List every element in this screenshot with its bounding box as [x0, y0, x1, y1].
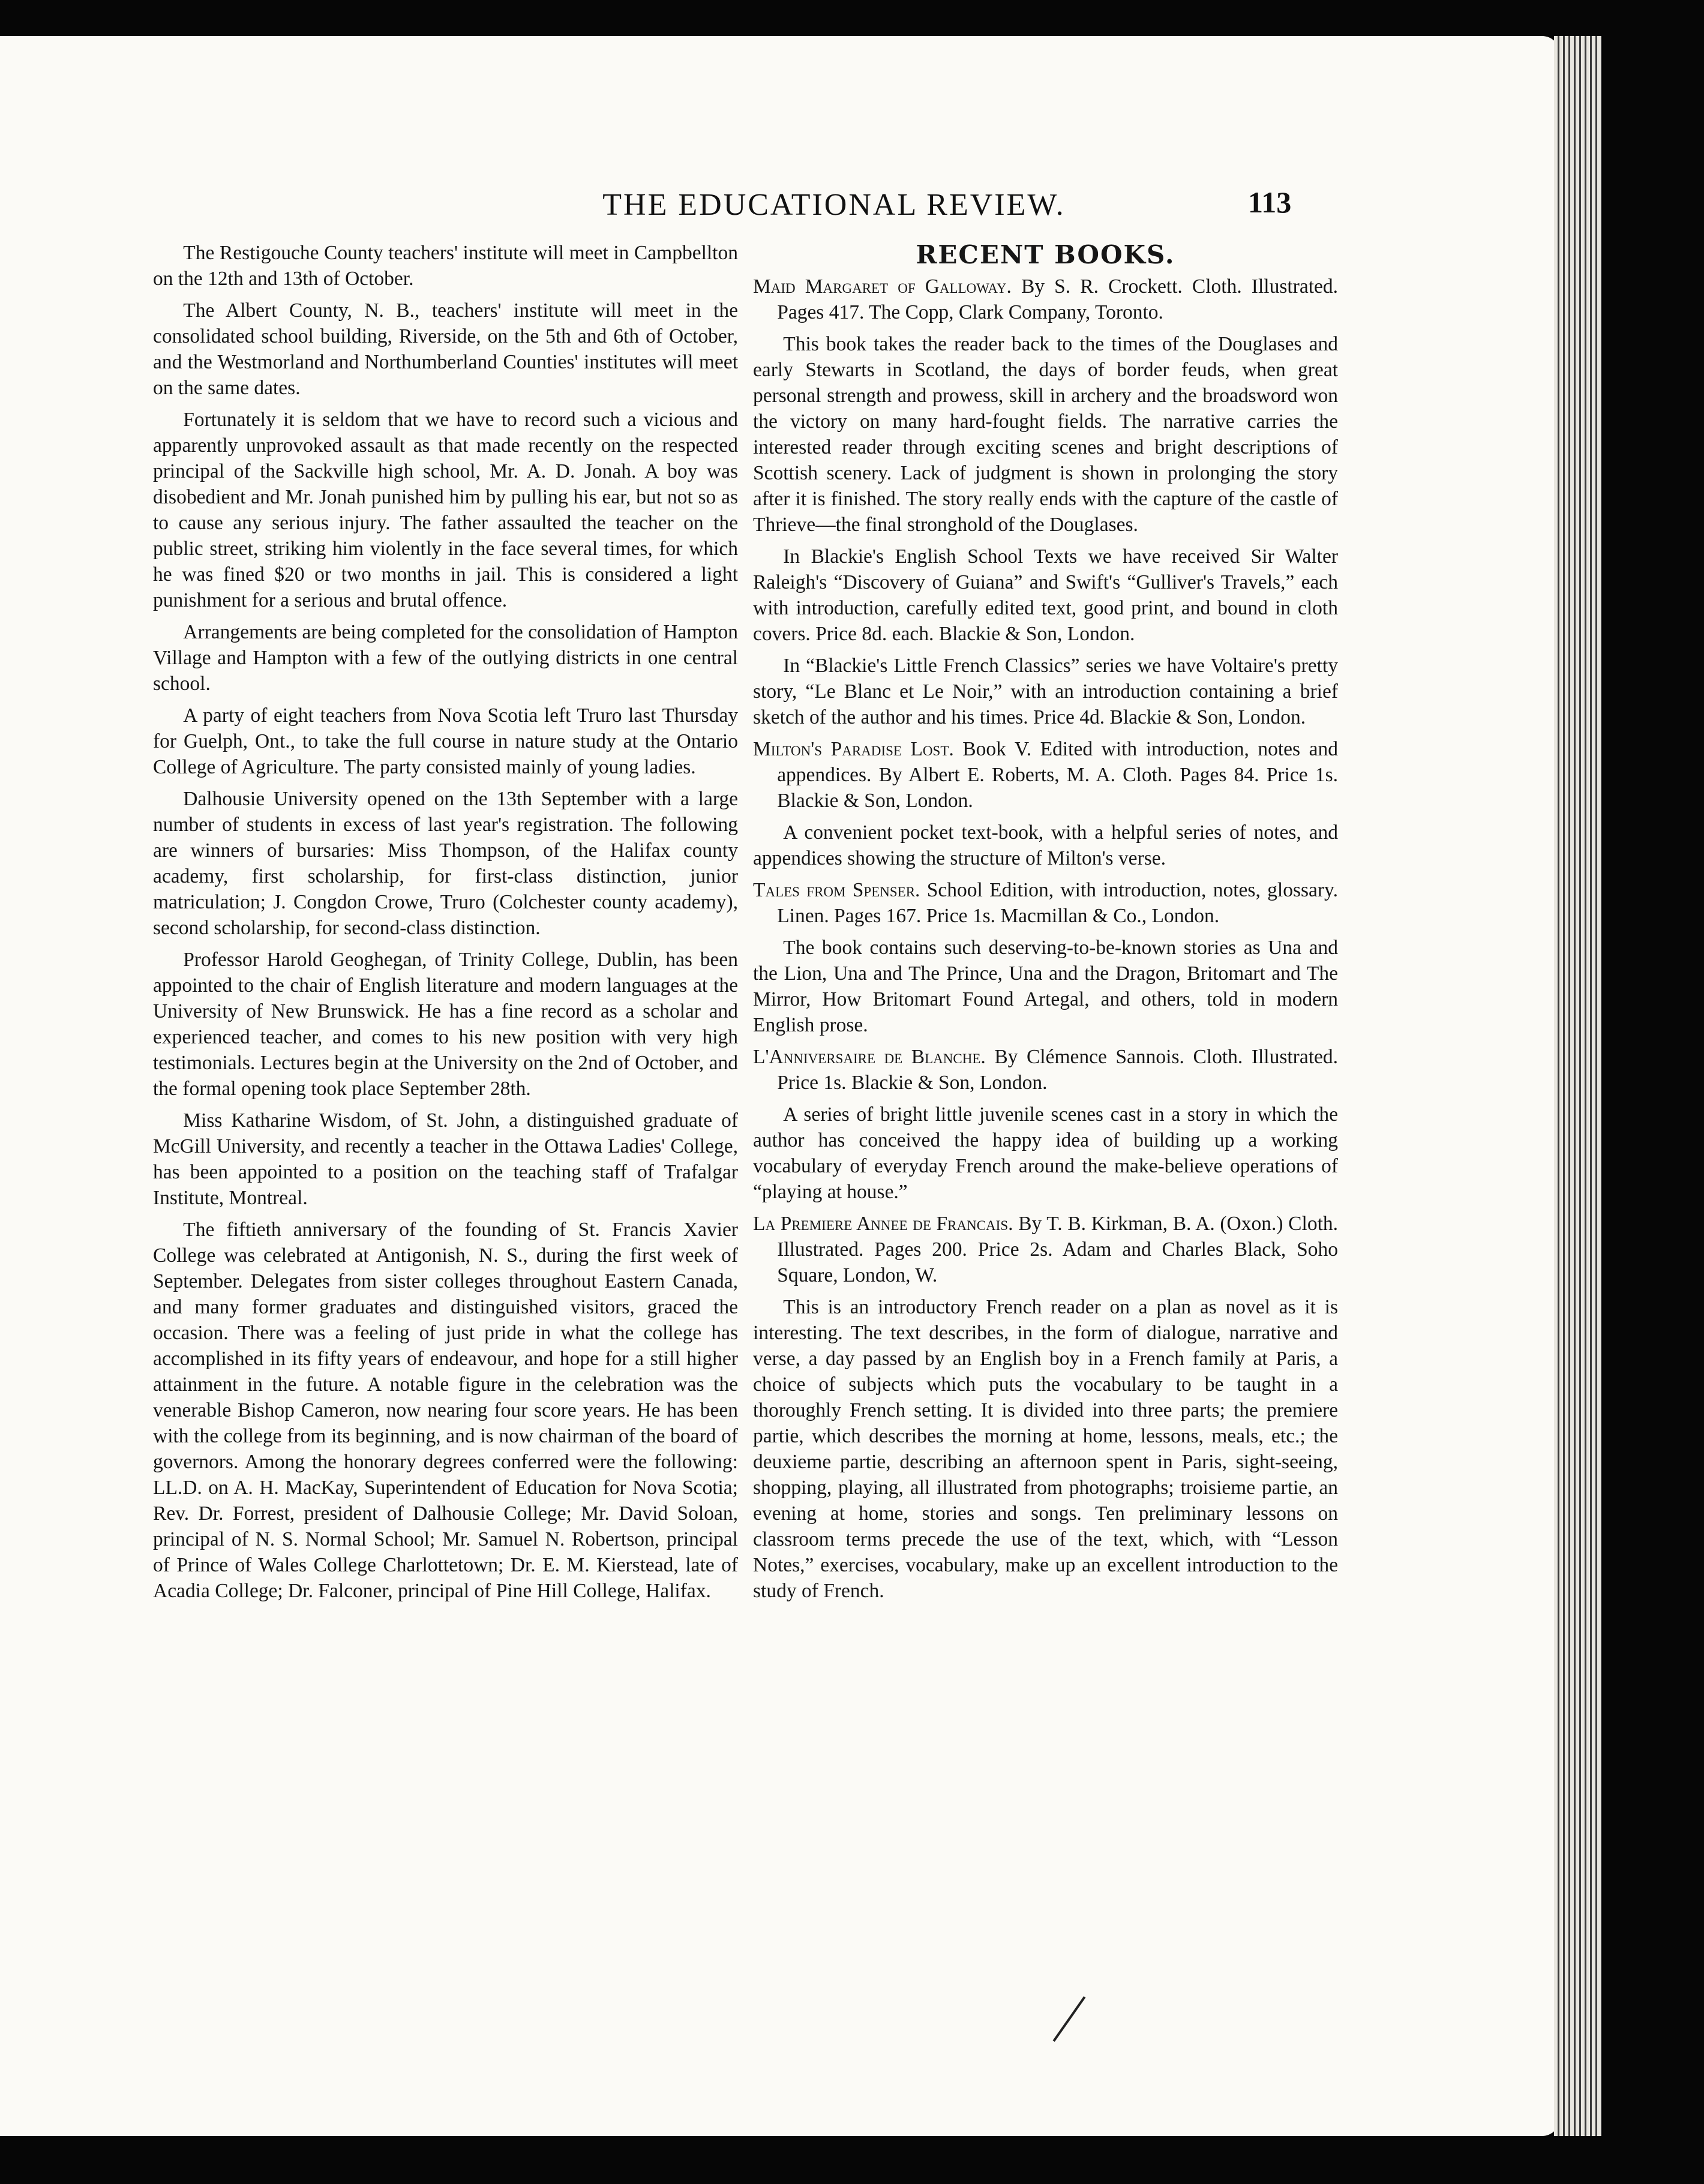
book-entry [753, 877, 1338, 929]
book-review: This is an introductory French reader on a plan as novel as it is interesting. The text describes, in the form of dialogue, narrative and verse, a day passed by an English boy in a French family at Paris, a choice of subjects which puts the vocabulary to be taught in a thoroughly French setting. It is divided into three parts; the premiere partie, which describes the morning at home, lessons, meals, etc.; the deuxieme partie, describing an afternoon spent in Paris, sight-seeing, shopping, playing, all illustrated from photographs; troisieme partie, an evening at home, stories and songs. Ten preliminary lessons on classroom terms precede the use of the text, which, with “Lesson Notes,” exercises, vocabulary, make up an excellent introduction to the study of French. [753, 1296, 1338, 1602]
book-review: This book takes the reader back to the times of the Douglases and early Stewarts in Scotland, the days of border feuds, when great personal strength and prowess, skill in archery and the broadsword won the victory on many hard-fought fields. The narrative carries the interested reader through exciting scenes and bright descriptions of Scottish scenery. Lack of judgment is shown in prolonging the story after it is finished. The story really ends with the capture of the castle of Thrieve—the final stronghold of the Douglases. [753, 333, 1338, 536]
book-title: Maid Margaret of Galloway. [753, 275, 1012, 298]
news-paragraph: Professor Harold Geoghegan, of Trinity College, Dublin, has been appointed to the chair of English literature and modern languages at the University of New Brunswick. He has a fine record as a scholar and experienced teacher, and comes to his new position with very high testimonials. Lectures begin at the University on the 2nd of October, and the formal opening took place September 28th. [153, 949, 738, 1100]
book-details: By T. B. Kirkman, B. A. (Oxon.) Cloth. Illustrated. Pages 200. Price 2s. Adam and Charles Black, Soho Square, London, W. [777, 1213, 1339, 1286]
book-details: By S. R. Crockett. Cloth. Illustrated. Pages 417. The Copp, Clark Company, Toronto. [777, 275, 1338, 323]
book-review: In Blackie's English School Texts we have received Sir Walter Raleigh's “Discovery of Guiana” and Swift's “Gulliver's Travels,” each with introduction, carefully edited text, good print, and bound in cloth covers. Price 8d. each. Blackie & Son, London. [753, 545, 1338, 645]
page-number: 113 [1248, 185, 1292, 219]
book-title: L'Anniversaire de Blanche. [753, 1046, 986, 1068]
news-paragraph: The Albert County, N. B., teachers' institute will meet in the consolidated school building, Riverside, on the 5th and 6th of October, and the Westmorland and Northumberland Counties' institutes will meet on the same dates. [153, 299, 738, 399]
news-paragraph: Dalhousie University opened on the 13th September with a large number of students in excess of last year's registration. The following are winners of bursaries: Miss Thompson, of the Halifax county academy, first scholarship, for first-class distinction, junior matriculation; J. Congdon Crowe, Truro (Colchester county academy), second scholarship, for second-class distinction. [153, 788, 738, 939]
book-review: In “Blackie's Little French Classics” series we have Voltaire's pretty story, “Le Blanc et Le Noir,” with an introduction containing a brief sketch of the author and his times. Price 4d. Blackie & Son, London. [753, 655, 1338, 728]
book-title: Milton's Paradise Lost. [753, 738, 954, 760]
book-title: La Premiere Annee de Francais. [753, 1213, 1013, 1235]
page-header-title: THE EDUCATIONAL REVIEW. [602, 188, 1066, 222]
book-review: The book contains such deserving-to-be-known stories as Una and the Lion, Una and The Prince, Una and the Dragon, Britomart and The Mirror, How Britomart Found Artegal, and others, told in modern English prose. [753, 937, 1338, 1036]
news-paragraph: Fortunately it is seldom that we have to record such a vicious and apparently unprovoked assault as that made recently on the respected principal of the Sackville high school, Mr. A. D. Jonah. A boy was disobedient and Mr. Jonah punished him by pulling his ear, but not so as to cause any serious injury. The father assaulted the teacher on the public street, striking him violently in the face several times, for which he was fined $20 or two months in jail. This is considered a light punishment for a serious and brutal offence. [153, 409, 738, 611]
section-title: RECENT BOOKS. [916, 240, 1175, 269]
book-review: A series of bright little juvenile scenes cast in a story in which the author has conceived the happy idea of building up a working vocabulary of everyday French around the make-believe operations of “playing at house.” [753, 1103, 1338, 1203]
right-column [753, 240, 1338, 1610]
book-entry [753, 274, 1338, 325]
news-paragraph: A party of eight teachers from Nova Scotia left Truro last Thursday for Guelph, Ont., to take the full course in nature study at the Ontario College of Agriculture. The party consisted mainly of young ladies. [153, 704, 738, 778]
book-entry [753, 736, 1338, 814]
book-entry [753, 1211, 1338, 1288]
news-paragraph: Arrangements are being completed for the consolidation of Hampton Village and Hampton with a few of the outlying districts in one central school. [153, 621, 738, 695]
book-details: Book V. Edited with introduction, notes and appendices. By Albert E. Roberts, M. A. Cloth. Pages 84. Price 1s. Blackie & Son, London. [777, 738, 1339, 812]
page-edges [1554, 36, 1602, 2136]
book-title: Tales from Spenser. [753, 879, 920, 901]
news-paragraph: Miss Katharine Wisdom, of St. John, a distinguished graduate of McGill University, and recently a teacher in the Ottawa Ladies' College, has been appointed to a position on the teaching staff of Trafalgar Institute, Montreal. [153, 1109, 738, 1209]
left-column [153, 240, 738, 1610]
book-details: By Clémence Sannois. Cloth. Illustrated. Price 1s. Blackie & Son, London. [777, 1046, 1339, 1094]
news-paragraph: The fiftieth anniversary of the founding of St. Francis Xavier College was celebrated at Antigonish, N. S., during the first week of September. Delegates from sister colleges throughout Eastern Canada, and many former graduates and distinguished visitors, graced the occasion. There was a feeling of just pride in what the college has accomplished in its fifty years of endeavour, and hope for a still higher attainment in the future. A notable figure in the celebration was the venerable Bishop Cameron, now nearing four score years. He has been with the college from its beginning, and is now chairman of the board of governors. Among the honorary degrees conferred were the following: LL.D. on A. H. MacKay, Superintendent of Education for Nova Scotia; Rev. Dr. Forrest, president of Dalhousie College; Mr. David Soloan, principal of N. S. Normal School; Mr. Samuel N. Robertson, principal of Prince of Wales College Charlottetown; Dr. E. M. Kierstead, late of Acadia College; Dr. Falconer, principal of Pine Hill College, Halifax. [153, 1219, 738, 1602]
book-entry [753, 1044, 1338, 1096]
book-details: School Edition, with introduction, notes, glossary. Linen. Pages 167. Price 1s. Macmillan & Co., London. [777, 879, 1338, 927]
news-paragraph: The Restigouche County teachers' institute will meet in Campbellton on the 12th and 13th of October. [153, 242, 738, 290]
book-review: A convenient pocket text-book, with a helpful series of notes, and appendices showing the structure of Milton's verse. [753, 821, 1338, 869]
